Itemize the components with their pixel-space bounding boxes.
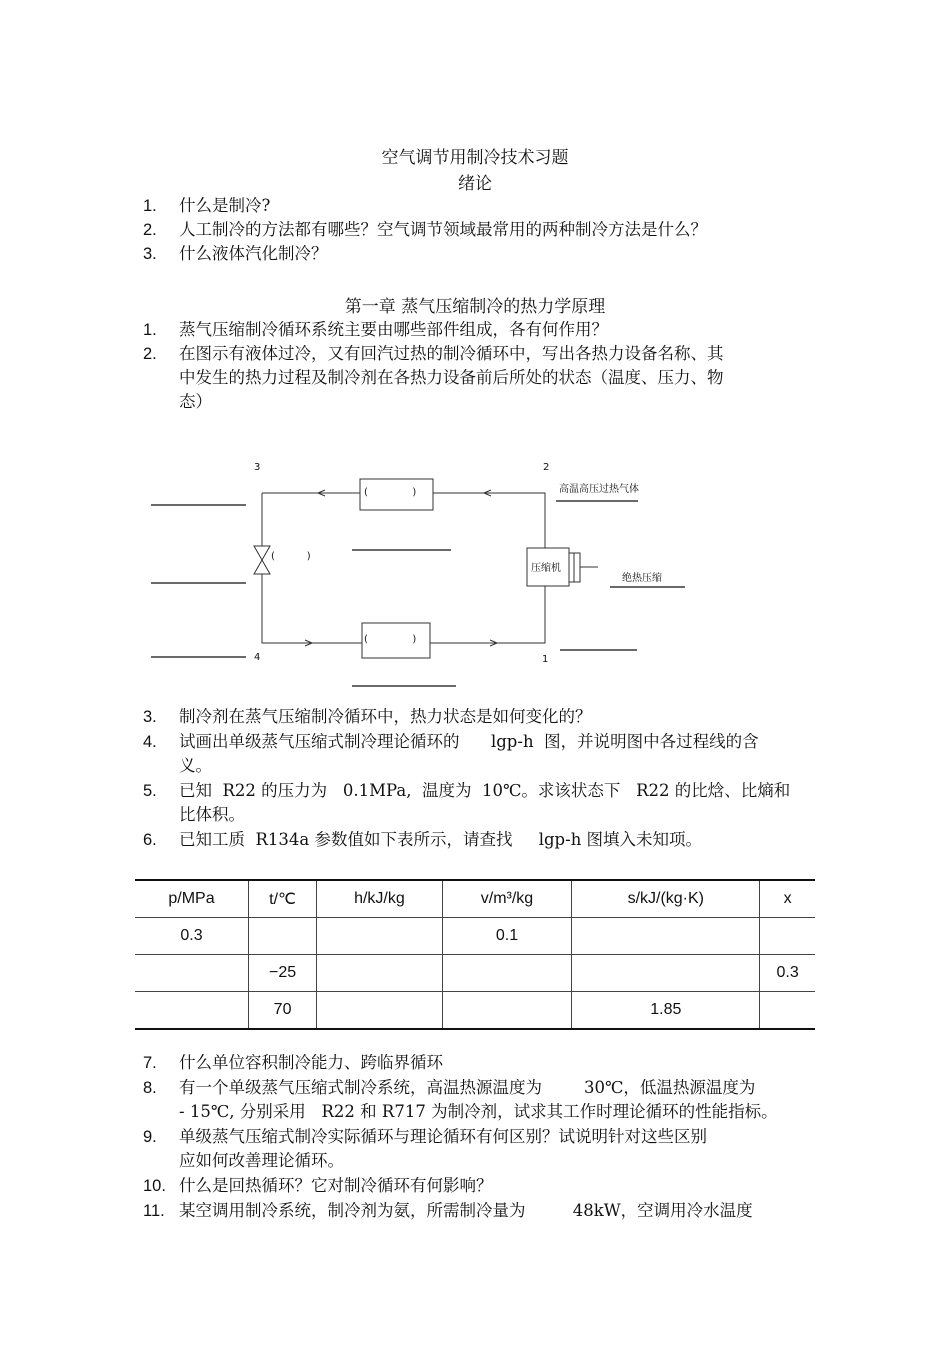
question-text-line: 应如何改善理论循环。 [179,1151,344,1170]
compressor-label: 压缩机 [531,563,561,574]
point-2-label: 2 [543,462,550,473]
question-text-line: - 15℃, 分别采用 R22 和 R717 为制冷剂，试求其工作时理论循环的性能指标。 [179,1102,778,1121]
question-number: 2. [143,221,157,239]
question-number: 10. [143,1177,166,1195]
question-text-line: 比体积。 [179,805,245,824]
question-text-line: 已知工质 R134a 参数值如下表所示，请查找 lgp-h 图填入未知项。 [179,830,703,849]
condenser-blank: ( ) [364,487,417,498]
arrow-top-left [318,490,330,496]
cycle-loop-left-top [262,493,545,548]
question-number: 11. [143,1202,165,1220]
question-text-line: 在图示有液体过冷，又有回汽过热的制冷循环中，写出各热力设备名称、其 [179,344,724,363]
question-number: 2. [143,345,157,363]
arrow-bottom-left [300,640,312,646]
question-number: 1. [143,197,157,215]
table-header-cell: s/kJ/(kg·K) [572,880,760,918]
question-text-line: 有一个单级蒸气压缩式制冷系统，高温热源温度为 30℃，低温热源温度为 [179,1078,756,1097]
question-number: 3. [143,245,157,263]
question-number: 6. [143,831,157,849]
table-cell: 0.3 [760,955,815,992]
point-3-label: 3 [254,462,261,473]
chapter1-heading: 第一章 蒸气压缩制冷的热力学原理 [344,297,606,317]
valve-blank: ( ) [271,551,311,562]
table-cell: 70 [248,992,316,1030]
cycle-loop-left [262,493,545,643]
table-cell: 1.85 [572,992,760,1030]
table-cell [135,955,248,992]
question-text-line: 已知 R22 的压力为 0.1MPa, 温度为 10℃。求该状态下 R22 的比焓、比熵和 [179,781,791,800]
question-text-line: 什么单位容积制冷能力、跨临界循环 [179,1053,443,1072]
question-number: 3. [143,708,157,726]
table-cell [572,955,760,992]
table-row [135,992,815,1030]
table-cell [442,955,572,992]
question-number: 9. [143,1128,157,1146]
compressor-piston [569,553,598,582]
intro-heading: 绪论 [458,174,492,194]
table-cell [317,955,442,992]
question-number: 4. [143,733,157,751]
question-text-line: 中发生的热力过程及制冷剂在各热力设备前后所处的状态（温度、压力、物 [179,368,724,387]
table-cell: 0.1 [442,918,572,955]
question-text-line: 义。 [179,756,212,775]
arrow-top-right [484,490,496,496]
table-row [135,918,815,955]
document-title: 空气调节用制冷技术习题 [381,148,569,168]
table-cell [248,918,316,955]
table-header-row [135,880,815,918]
table-cell [317,992,442,1030]
evaporator-blank: ( ) [364,634,417,645]
point-1-label: 1 [542,654,549,665]
question-text-line: 制冷剂在蒸气压缩制冷循环中，热力状态是如何变化的？ [179,707,592,726]
question-text-line: 人工制冷的方法都有哪些？空气调节领域最常用的两种制冷方法是什么？ [179,220,707,239]
table-cell [760,992,815,1030]
expansion-valve [254,546,270,574]
table-cell [317,918,442,955]
r134a-parameter-table [135,879,815,1030]
arrow-bottom-right [485,640,497,646]
question-text-line: 试画出单级蒸气压缩式制冷理论循环的 lgp-h 图，并说明图中各过程线的含 [179,732,759,751]
table-cell: −25 [248,955,316,992]
question-number: 1. [143,321,157,339]
table-header-cell: x [760,880,815,918]
table-header-cell: h/kJ/kg [317,880,442,918]
superheat-label: 高温高压过热气体 [559,484,639,495]
table-row [135,955,815,992]
question-text-line: 单级蒸气压缩式制冷实际循环与理论循环有何区别？试说明针对这些区别 [179,1127,707,1146]
adiabatic-label: 绝热压缩 [622,573,662,584]
question-text-line: 什么液体汽化制冷？ [179,244,328,263]
table-cell: 0.3 [180,927,203,944]
table-cell [760,918,815,955]
table-cell [442,992,572,1030]
table-header-cell: p/MPa [135,880,248,918]
point-4-label: 4 [254,652,261,663]
question-number: 7. [143,1054,157,1072]
table-cell [135,992,248,1030]
question-text-line: 什么是回热循环？它对制冷循环有何影响？ [179,1176,493,1195]
question-text-line: 什么是制冷? [179,196,271,215]
table-header-cell: t/℃ [248,880,316,918]
table-cell [572,918,760,955]
table-header-cell: v/m³/kg [442,880,572,918]
question-number: 8. [143,1079,157,1097]
question-text-line: 态） [179,392,212,411]
question-text-line: 某空调用制冷系统，制冷剂为氨，所需制冷量为 48kW，空调用冷水温度 [179,1201,753,1220]
question-number: 5. [143,782,157,800]
question-text-line: 蒸气压缩制冷循环系统主要由哪些部件组成，各有何作用？ [179,320,608,339]
